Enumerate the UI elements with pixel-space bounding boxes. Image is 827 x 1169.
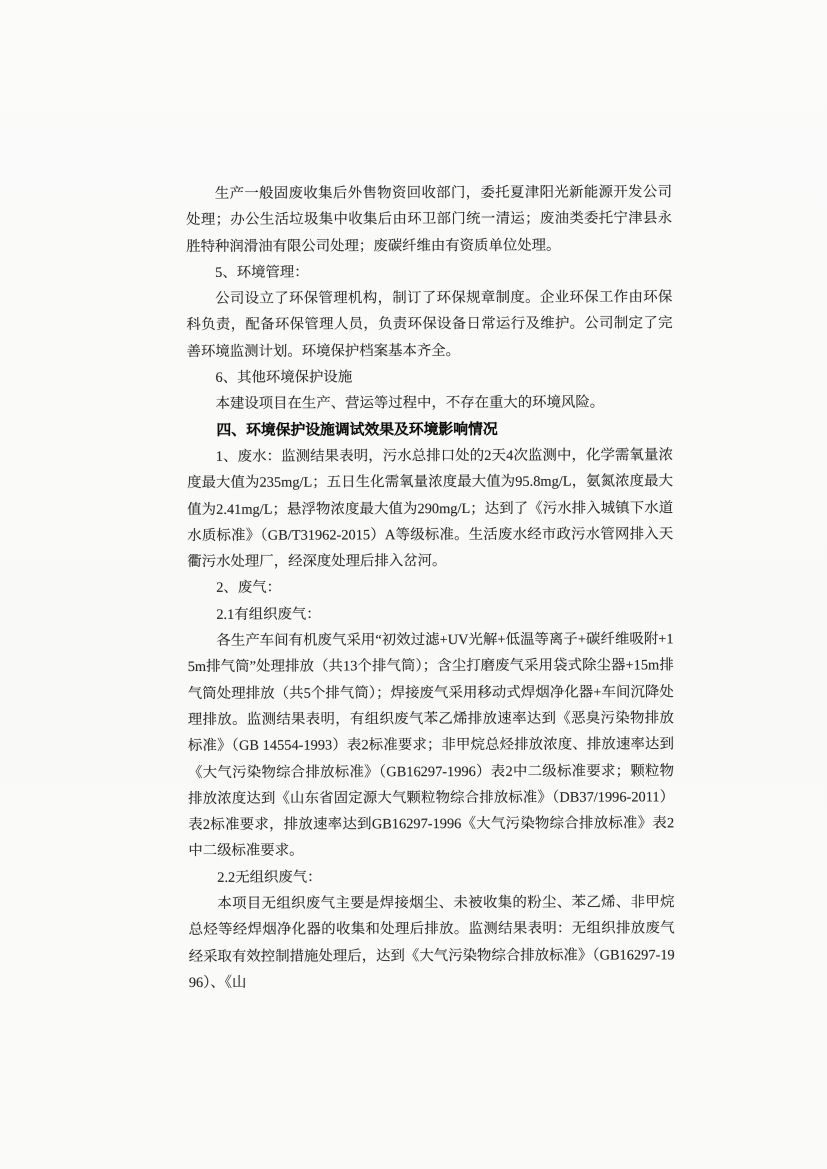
para-solid-waste-disposal: 生产一般固废收集后外售物资回收部门，委托夏津阳光新能源开发公司处理；办公生活垃圾集中收集后由环卫部门统一清运；废油类委托宁津县永胜特种润滑油有限公司处理；废碳纤维由有资质单位处理。 [186,184,673,255]
heading-6-other-protection-facilities: 6、其他环境保护设施 [215,369,353,386]
section-heading-4-facility-debug-effect: 四、环境保护设施调试效果及环境影响情况 [216,421,498,439]
heading-2-waste-gas: 2、废气： [216,580,282,597]
para-2-1-organized-waste-gas: 各生产车间有机废气采用“初效过滤+UV光解+低温等离子+碳纤维吸附+15m排气筒”处理排放（共13个排气筒）；含尘打磨废气采用袋式除尘器+15m排气筒处理排放（共5个排气筒）；焊接废气采用移动式焊烟净化器+车间沉降处理排放。监测结果表明，有组织废气苯乙烯排放速率达到《恶臭污染物排放标准》（GB 14554-1993）表2标准要求；非甲烷总烃排放浓度、排放速率达到《大气污染物综合排放标准》（GB16297-1996）表2中二级标准要求；颗粒物排放浓度达到《山东省固定源大气颗粒物综合排放标准》（DB37/1996-2011）表2标准要求，排放速率达到GB16297-1996《大气污染物综合排放标准》表2中二级标准要求。 [187,631,675,860]
para-project-environment-risk: 本建设项目在生产、营运等过程中，不存在重大的环境风险。 [215,394,605,413]
para-environment-management: 公司设立了环保管理机构，制订了环保规章制度。企业环保工作由环保科负责，配备环保管理人员，负责环保设备日常运行及维护。公司制定了完善环境监测计划。环境保护档案基本齐全。 [186,289,673,360]
document-text-block [186,179,675,996]
heading-2-2-fugitive-waste-gas: 2.2无组织废气： [217,869,322,886]
para-2-2-fugitive-waste-gas: 本项目无组织废气主要是焊接烟尘、未被收集的粉尘、苯乙烯、非甲烷总烃等经焊烟净化器的收集和处理后排放。监测结果表明：无组织排放废气经采取有效控制措施处理后，达到《大气污染物综合排放标准》（GB16297-1996）、《山 [188,894,675,991]
para-1-wastewater: 1、废水：监测结果表明，污水总排口处的2天4次监测中，化学需氧量浓度最大值为235mg/L；五日生化需氧量浓度最大值为95.8mg/L，氨氮浓度最大值为2.41mg/L；悬浮物浓度最大值为290mg/L；达到了《污水排入城镇下水道水质标准》（GB/T31962-2015）A等级标准。生活废水经市政污水管网排入天衢污水处理厂，经深度处理后排入岔河。 [187,447,674,571]
heading-5-environment-management: 5、环境管理： [215,264,309,281]
heading-2-1-organized-waste-gas: 2.1有组织废气： [216,606,321,623]
